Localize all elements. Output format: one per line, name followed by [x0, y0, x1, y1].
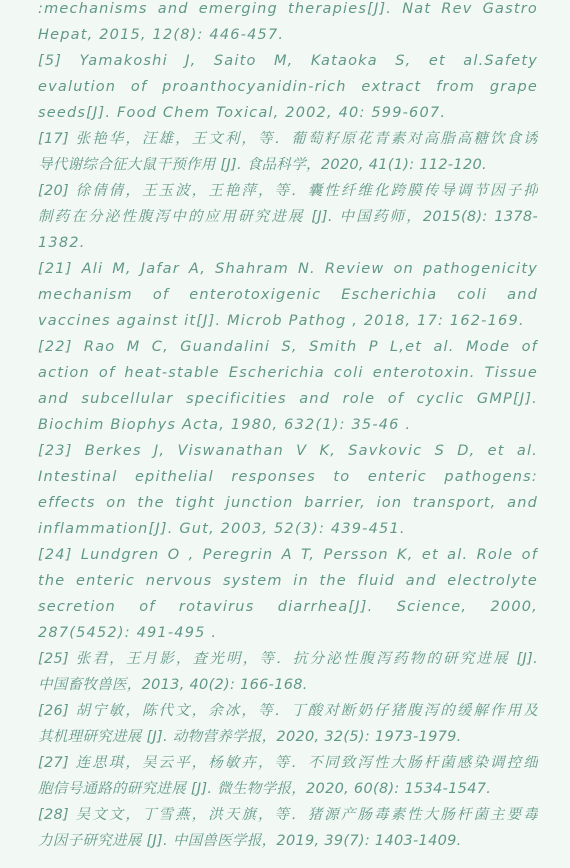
reference-line: 胞信号通路的研究进展 [J]. 微生物学报，2020, 60(8): 1534-1547.: [38, 781, 492, 797]
reference-line: vaccines against it[J]. Microb Pathog , 2018, 17: 162-169.: [38, 313, 525, 329]
reference-line: [5] Yamakoshi J, Saito M, Kataoka S, et al.Safety: [38, 53, 538, 69]
reference-line: [22] Rao M C, Guandalini S, Smith P L,et al. Mode of: [38, 339, 538, 355]
reference-line: [27] 连思琪，吴云平，杨敏卉，等．不同致泻性大肠杆菌感染调控细: [38, 755, 538, 771]
reference-entry-ref-25: [38, 646, 538, 698]
reference-line: [20] 徐倩倩，王玉波，王艳萍，等．囊性纤维化跨膜传导调节因子抑: [38, 183, 538, 199]
reference-line: seeds[J]. Food Chem Toxical, 2002, 40: 599-607.: [38, 105, 447, 121]
reference-line: effects on the tight junction barrier, ion transport, and: [38, 495, 538, 511]
reference-line: the enteric nervous system in the fluid and electrolyte: [38, 573, 538, 589]
reference-entry-ref-5: [38, 48, 538, 126]
reference-line: [23] Berkes J, Viswanathan V K, Savkovic S D, et al.: [38, 443, 538, 459]
reference-line: :mechanisms and emerging therapies[J]. Nat Rev Gastro: [38, 1, 538, 17]
reference-line: 中国畜牧兽医，2013, 40(2): 166-168.: [38, 677, 308, 693]
reference-entry-ref-17: [38, 126, 538, 178]
reference-entry-ref-23: [38, 438, 538, 542]
reference-line: 其机理研究进展 [J]. 动物营养学报，2020, 32(5): 1973-1979.: [38, 729, 462, 745]
reference-line: Biochim Biophys Acta, 1980, 632(1): 35-46 .: [38, 417, 412, 433]
reference-entry-ref-24: [38, 542, 538, 646]
reference-entry-ref-22: [38, 334, 538, 438]
reference-line: evalution of proanthocyanidin-rich extract from grape: [38, 79, 538, 95]
reference-line: inflammation[J]. Gut, 2003, 52(3): 439-451.: [38, 521, 406, 537]
reference-line: [26] 胡宁敏，陈代文，余冰，等．丁酸对断奶仔猪腹泻的缓解作用及: [38, 703, 538, 719]
reference-line: 287(5452): 491-495 .: [38, 625, 218, 641]
reference-line: action of heat-stable Escherichia coli enterotoxin. Tissue: [38, 365, 538, 381]
reference-line: 1382.: [38, 235, 86, 251]
reference-line: 导代谢综合征大鼠干预作用 [J]. 食品科学，2020, 41(1): 112-120.: [38, 157, 487, 173]
reference-entry-ref-28: [38, 802, 538, 854]
reference-entry-ref-27: [38, 750, 538, 802]
reference-line: mechanism of enterotoxigenic Escherichia coli and: [38, 287, 538, 303]
reference-line: [17] 张艳华，汪雄，王文利，等．葡萄籽原花青素对高脂高糖饮食诱: [38, 131, 538, 147]
reference-line: [28] 吴文文，丁雪燕，洪天旗，等．猪源产肠毒素性大肠杆菌主要毒: [38, 807, 538, 823]
reference-entry-ref-cont: [38, 0, 538, 48]
reference-line: secretion of rotavirus diarrhea[J]. Science, 2000,: [38, 599, 538, 615]
reference-line: [25] 张君，王月影，査光明，等．抗分泌性腹泻药物的研究进展 [J].: [38, 651, 538, 667]
reference-line: [24] Lundgren O , Peregrin A T, Persson K, et al. Role of: [38, 547, 538, 563]
reference-entry-ref-21: [38, 256, 538, 334]
reference-line: 力因子研究进展 [J]. 中国兽医学报，2019, 39(7): 1403-1409.: [38, 833, 462, 849]
reference-line: Hepat, 2015, 12(8): 446-457.: [38, 27, 285, 43]
reference-line: Intestinal epithelial responses to enteric pathogens:: [38, 469, 538, 485]
reference-line: 制药在分泌性腹泻中的应用研究进展 [J]. 中国药师，2015(8): 1378-: [38, 209, 538, 225]
reference-entry-ref-20: [38, 178, 538, 256]
reference-entry-ref-26: [38, 698, 538, 750]
reference-line: and subcellular specificities and role of cyclic GMP[J].: [38, 391, 538, 407]
reference-list: [38, 0, 538, 854]
reference-line: [21] Ali M, Jafar A, Shahram N. Review on pathogenicity: [38, 261, 538, 277]
